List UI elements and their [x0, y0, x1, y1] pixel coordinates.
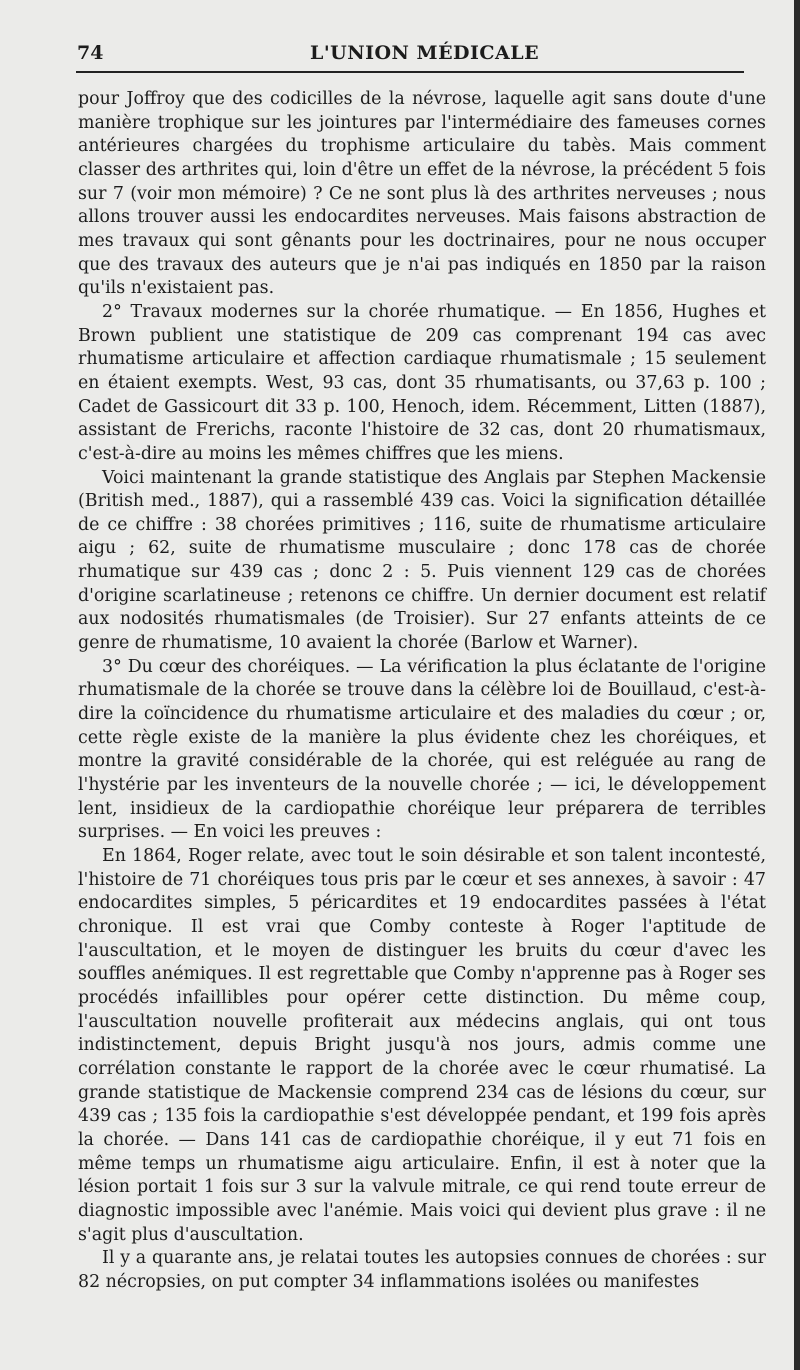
paragraph: pour Joffroy que des codicilles de la névrose, laquelle agit sans doute d'une manière trophique sur les jointures par l'intermédiaire des fameuses cornes antérieures chargées du trophisme articulaire du tabès. Mais comment classer des arthrites qui, loin d'être un effet de la névrose, la précédent 5 fois sur 7 (voir mon mémoire) ? Ce ne sont plus là des arthrites nerveuses ; nous allons trouver aussi les endocardites nerveuses. Mais faisons abstraction de mes travaux qui sont gênants pour les doctrinaires, pour ne nous occuper que des travaux des auteurs que je n'ai pas indiqués en 1850 par la raison qu'ils n'existaient pas. [78, 89, 766, 299]
body-text [78, 88, 766, 1294]
running-title: L'UNION MÉDICALE [310, 42, 540, 64]
paragraph: Voici maintenant la grande statistique des Anglais par Stephen Mackensie (British med., 1887), qui a rassemblé 439 cas. Voici la signification détaillée de ce chiffre : 38 chorées primitives ; 116, suite de rhumatisme articulaire aigu ; 62, suite de rhumatisme musculaire ; donc 178 cas de chorée rhumatique sur 439 cas ; donc 2 : 5. Puis viennent 129 cas de chorées d'origine scarlatineuse ; retenons ce chiffre. Un dernier document est relatif aux nodosités rhumatismales (de Troisier). Sur 27 enfants atteints de ce genre de rhumatisme, 10 avaient la chorée (Barlow et Warner). [78, 467, 766, 654]
header-rule [76, 71, 744, 73]
paragraph: 3° Du cœur des choréiques. — La vérification la plus éclatante de l'origine rhumatismale de la chorée se trouve dans la célèbre loi de Bouillaud, c'est-à-dire la coïncidence du rhumatisme articulaire et des maladies du cœur ; or, cette règle existe de la manière la plus évidente chez les choréiques, et montre la gravité considérable de la chorée, qui est reléguée au rang de l'hystérie par les inventeurs de la nouvelle chorée ; — ici, le développement lent, insidieux de la cardiopathie choréique leur préparera de terribles surprises. — En voici les preuves : [78, 656, 766, 843]
paragraph: 2° Travaux modernes sur la chorée rhumatique. — En 1856, Hughes et Brown publient une statistique de 209 cas comprenant 194 cas avec rhumatisme articulaire et affection cardiaque rhumatismale ; 15 seulement en étaient exempts. West, 93 cas, dont 35 rhumatisants, ou 37,63 p. 100 ; Cadet de Gassicourt dit 33 p. 100, Henoch, idem. Récemment, Litten (1887), assistant de Frerichs, raconte l'histoire de 32 cas, dont 20 rhumatismaux, c'est-à-dire au moins les mêmes chiffres que les miens. [78, 301, 766, 464]
page-number: 74 [77, 42, 104, 64]
paragraph: En 1864, Roger relate, avec tout le soin désirable et son talent incontesté, l'histoire de 71 choréiques tous pris par le cœur et ses annexes, à savoir : 47 endocardites simples, 5 péricardites et 19 endocardites passées à l'état chronique. Il est vrai que Comby conteste à Roger l'aptitude de l'auscultation, et le moyen de distinguer les bruits du cœur d'avec les souffles anémiques. Il est regrettable que Comby n'apprenne pas à Roger ses procédés infaillibles pour opérer cette distinction. Du même coup, l'auscultation nouvelle profiterait aux médecins anglais, qui ont tous indistinctement, depuis Bright jusqu'à nos jours, admis comme une corrélation constante le rapport de la chorée avec le cœur rhumatisé. La grande statistique de Mackensie comprend 234 cas de lésions du cœur, sur 439 cas ; 135 fois la cardiopathie s'est développée pendant, et 199 fois après la chorée. — Dans 141 cas de cardiopathie choréique, il y eut 71 fois en même temps un rhumatisme aigu articulaire. Enfin, il est à noter que la lésion portait 1 fois sur 3 sur la valvule mitrale, ce qui rend toute erreur de diagnostic impossible avec l'anémie. Mais voici qui devient plus grave : il ne s'agit plus d'auscultation. [78, 846, 766, 1245]
page-header [0, 38, 800, 68]
scan-edge [794, 0, 800, 1370]
paragraph: Il y a quarante ans, je relatai toutes les autopsies connues de chorées : sur 82 nécropsies, on put compter 34 inflammations isolées ou manifestes [78, 1248, 766, 1292]
